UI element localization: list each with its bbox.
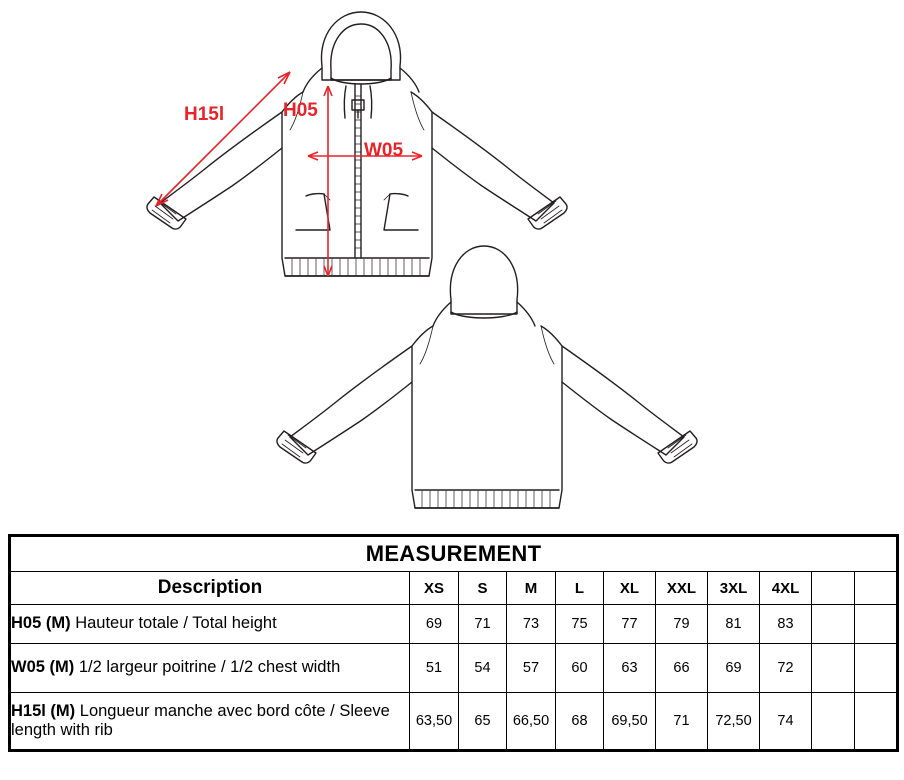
column-header-3xl: 3XL [708,572,760,605]
cell-w05-s: 54 [459,644,507,693]
row-description-h15l [10,693,410,751]
row-description-w05 [10,644,410,693]
cell-w05-4xl: 72 [760,644,812,693]
dimension-label-h05: H05 [283,100,318,121]
table-title: MEASUREMENT [10,536,898,572]
cell-h05-s: 71 [459,605,507,644]
column-header-xs: XS [410,572,459,605]
back-view-group [277,246,697,508]
cell-h05-m: 73 [507,605,556,644]
cell-h15l-empty-1 [812,693,855,751]
column-header-xxl: XXL [656,572,708,605]
cell-h15l-4xl: 74 [760,693,812,751]
row-code-h05: H05 (M) [11,614,71,633]
row-label-w05: 1/2 largeur poitrine / 1/2 chest width [78,658,341,677]
cell-h05-xxl: 79 [656,605,708,644]
cell-h15l-xs: 63,50 [410,693,459,751]
table-title-row [10,536,898,572]
table-row [10,644,898,693]
row-code-h15l: H15l (M) [11,701,76,720]
column-header-m: M [507,572,556,605]
column-header-empty-1 [812,572,855,605]
cell-h15l-xxl: 71 [656,693,708,751]
dimension-label-h15l: H15l [184,104,225,125]
cell-h15l-3xl: 72,50 [708,693,760,751]
cell-w05-xxl: 66 [656,644,708,693]
measurement-table [8,534,899,752]
row-label-h05: Hauteur totale / Total height [75,614,277,633]
column-header-s: S [459,572,507,605]
cell-w05-3xl: 69 [708,644,760,693]
dimension-label-w05: W05 [364,140,404,161]
column-header-4xl: 4XL [760,572,812,605]
cell-w05-empty-1 [812,644,855,693]
cell-h05-empty-2 [855,605,898,644]
cell-w05-xl: 63 [604,644,656,693]
cell-h15l-l: 68 [556,693,604,751]
cell-h15l-m: 66,50 [507,693,556,751]
front-view-group [147,12,567,276]
cell-h05-3xl: 81 [708,605,760,644]
cell-w05-xs: 51 [410,644,459,693]
column-header-l: L [556,572,604,605]
cell-w05-empty-2 [855,644,898,693]
row-description-h05 [10,605,410,644]
table-header-row [10,572,898,605]
table-row [10,605,898,644]
cell-w05-m: 57 [507,644,556,693]
cell-h05-4xl: 83 [760,605,812,644]
column-header-empty-2 [855,572,898,605]
cell-h15l-empty-2 [855,693,898,751]
cell-h05-xs: 69 [410,605,459,644]
column-header-description: Description [10,572,410,605]
row-code-w05: W05 (M) [11,658,75,677]
cell-h15l-s: 65 [459,693,507,751]
cell-h05-empty-1 [812,605,855,644]
cell-h05-xl: 77 [604,605,656,644]
cell-w05-l: 60 [556,644,604,693]
row-label-h15l: Longueur manche avec bord côte / Sleeve length with rib [11,701,390,739]
table-row [10,693,898,751]
cell-h15l-xl: 69,50 [604,693,656,751]
column-header-xl: XL [604,572,656,605]
cell-h05-l: 75 [556,605,604,644]
